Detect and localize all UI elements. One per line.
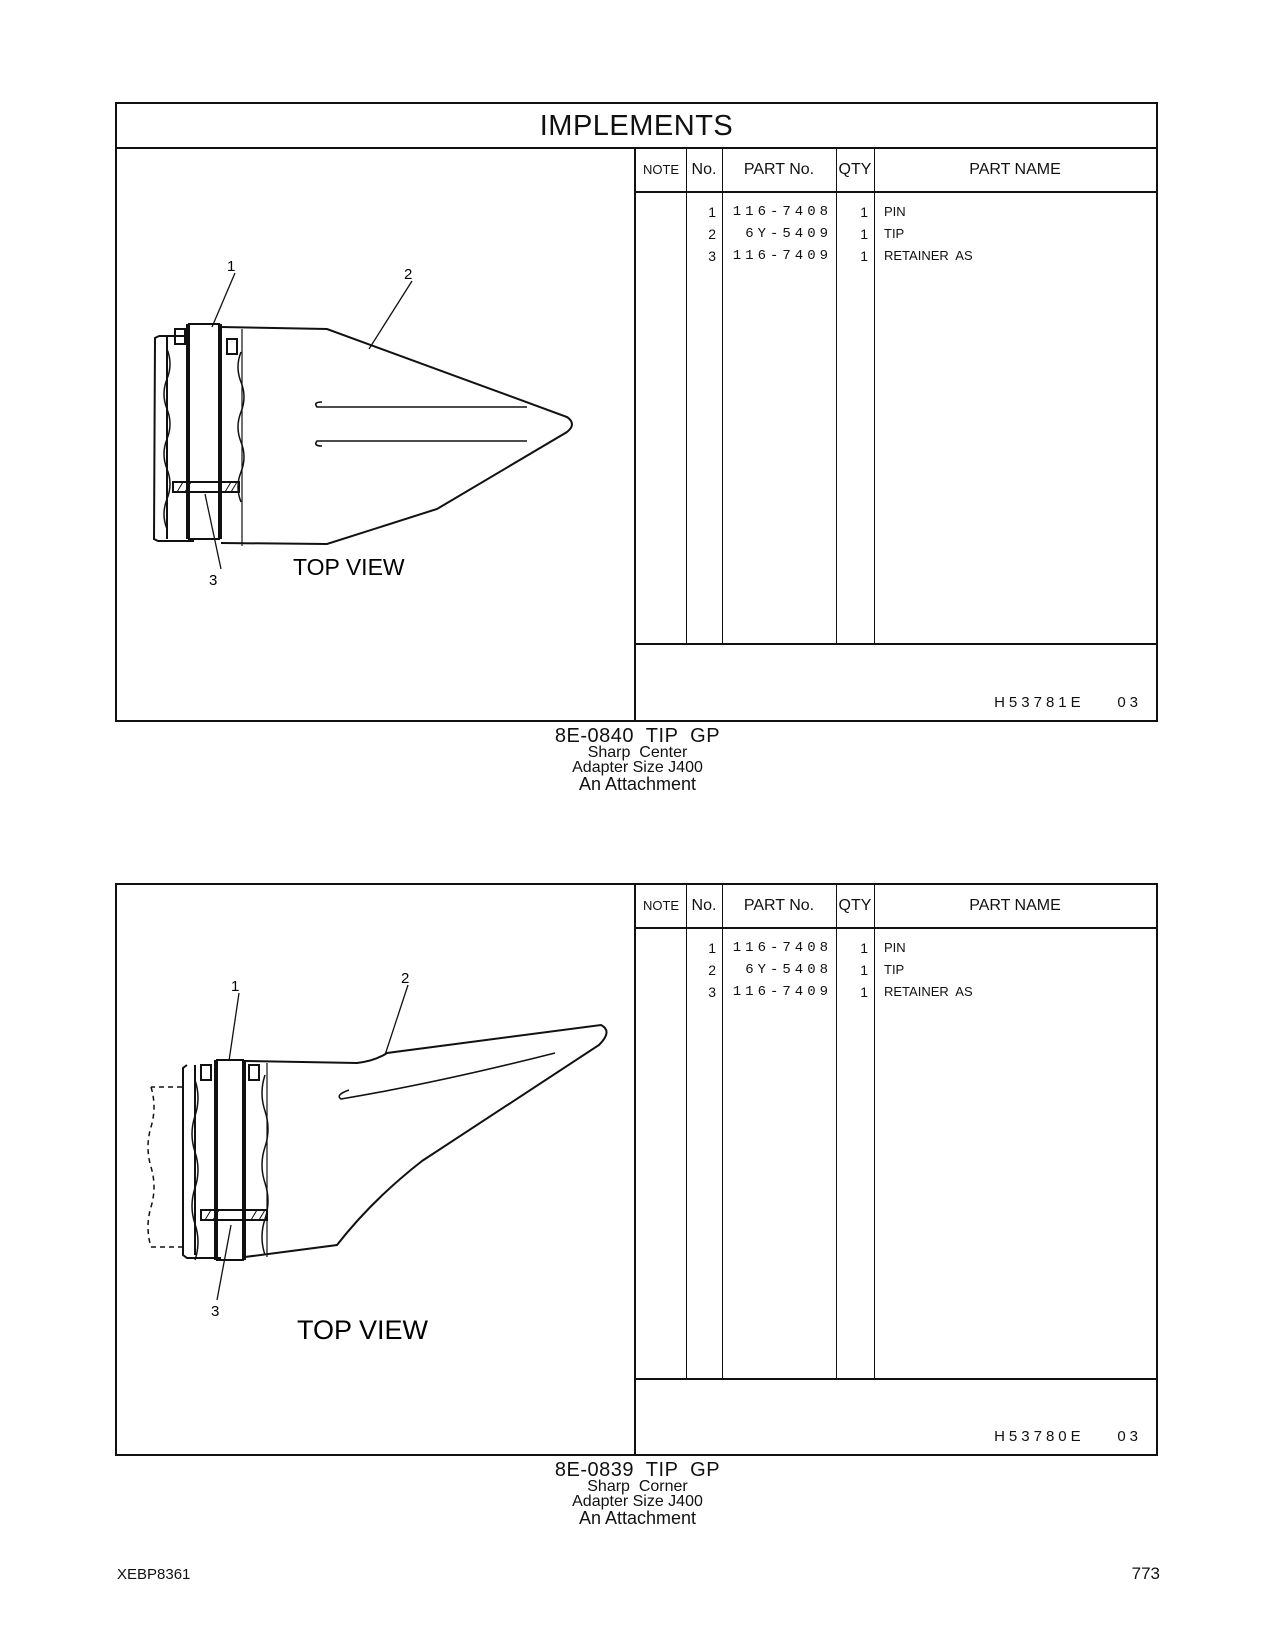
row-qty: 1 xyxy=(860,962,868,978)
row-qty: 1 xyxy=(860,204,868,220)
caption-8e-0840 xyxy=(0,726,1275,793)
header-no: No. xyxy=(691,161,717,178)
parts-panel-8e-0840 xyxy=(115,102,1158,722)
header-note: NOTE xyxy=(642,162,680,177)
illustration-code: H53781E 03 xyxy=(994,694,1142,711)
caption-line-3: An Attachment xyxy=(578,774,697,794)
header-note: NOTE xyxy=(642,898,680,913)
parts-panel-8e-0839 xyxy=(115,883,1158,1456)
row-no: 2 xyxy=(708,226,716,242)
page-number: 773 xyxy=(1131,1564,1160,1583)
row-no: 1 xyxy=(708,940,716,956)
tip-center-illustration xyxy=(117,149,636,720)
tip-drawing-center xyxy=(117,149,636,720)
tip-drawing-corner xyxy=(117,885,636,1454)
caption-8e-0839 xyxy=(0,1460,1275,1527)
row-part-no: 116-7409 xyxy=(732,248,832,264)
header-qty: QTY xyxy=(838,897,872,914)
callout-1: 1 xyxy=(231,978,240,995)
row-part-no: 6Y-5409 xyxy=(745,226,832,242)
callout-3: 3 xyxy=(209,572,218,589)
table-row xyxy=(636,981,1156,1003)
row-no: 3 xyxy=(708,984,716,1000)
row-no: 3 xyxy=(708,248,716,264)
view-label: TOP VIEW xyxy=(297,1315,429,1345)
row-part-name: RETAINER AS xyxy=(884,984,973,999)
row-no: 2 xyxy=(708,962,716,978)
row-part-no: 116-7408 xyxy=(732,204,832,220)
row-qty: 1 xyxy=(860,226,868,242)
callout-1: 1 xyxy=(227,258,236,275)
caption-line-2: Adapter Size J400 xyxy=(572,1493,703,1510)
row-qty: 1 xyxy=(860,248,868,264)
table-row xyxy=(636,937,1156,959)
document-id: XEBP8361 xyxy=(117,1566,191,1583)
row-part-no: 116-7408 xyxy=(732,940,832,956)
header-part-no: PART No. xyxy=(743,161,815,178)
table-header xyxy=(636,149,1156,193)
table-row xyxy=(636,223,1156,245)
header-part-no: PART No. xyxy=(743,897,815,914)
callout-3: 3 xyxy=(211,1303,220,1320)
row-no: 1 xyxy=(708,204,716,220)
header-qty: QTY xyxy=(838,161,872,178)
parts-table xyxy=(634,149,1156,720)
caption-line-2: Adapter Size J400 xyxy=(572,759,703,776)
caption-line-1: Sharp Corner xyxy=(587,1478,688,1495)
caption-line-3: An Attachment xyxy=(578,1508,697,1528)
parts-table xyxy=(634,885,1156,1454)
row-part-no: 116-7409 xyxy=(732,984,832,1000)
table-row xyxy=(636,959,1156,981)
caption-line-1: Sharp Center xyxy=(587,744,688,761)
callout-2: 2 xyxy=(404,266,413,283)
caption-title: 8E-0840 TIP GP xyxy=(554,725,721,747)
callout-2: 2 xyxy=(401,970,410,987)
view-label: TOP VIEW xyxy=(293,554,405,580)
header-no: No. xyxy=(691,897,717,914)
row-part-name: PIN xyxy=(884,940,906,955)
row-part-name: TIP xyxy=(884,226,905,241)
table-row xyxy=(636,245,1156,267)
row-part-name: PIN xyxy=(884,204,906,219)
row-qty: 1 xyxy=(860,984,868,1000)
row-qty: 1 xyxy=(860,940,868,956)
header-part-name: PART NAME xyxy=(969,897,1061,914)
row-part-no: 6Y-5408 xyxy=(745,962,832,978)
section-title: IMPLEMENTS xyxy=(117,104,1156,149)
tip-corner-illustration xyxy=(117,885,636,1454)
header-part-name: PART NAME xyxy=(969,161,1061,178)
table-row xyxy=(636,201,1156,223)
illustration-code: H53780E 03 xyxy=(994,1428,1142,1445)
table-header xyxy=(636,885,1156,929)
row-part-name: TIP xyxy=(884,962,905,977)
caption-title: 8E-0839 TIP GP xyxy=(554,1459,721,1481)
row-part-name: RETAINER AS xyxy=(884,248,973,263)
